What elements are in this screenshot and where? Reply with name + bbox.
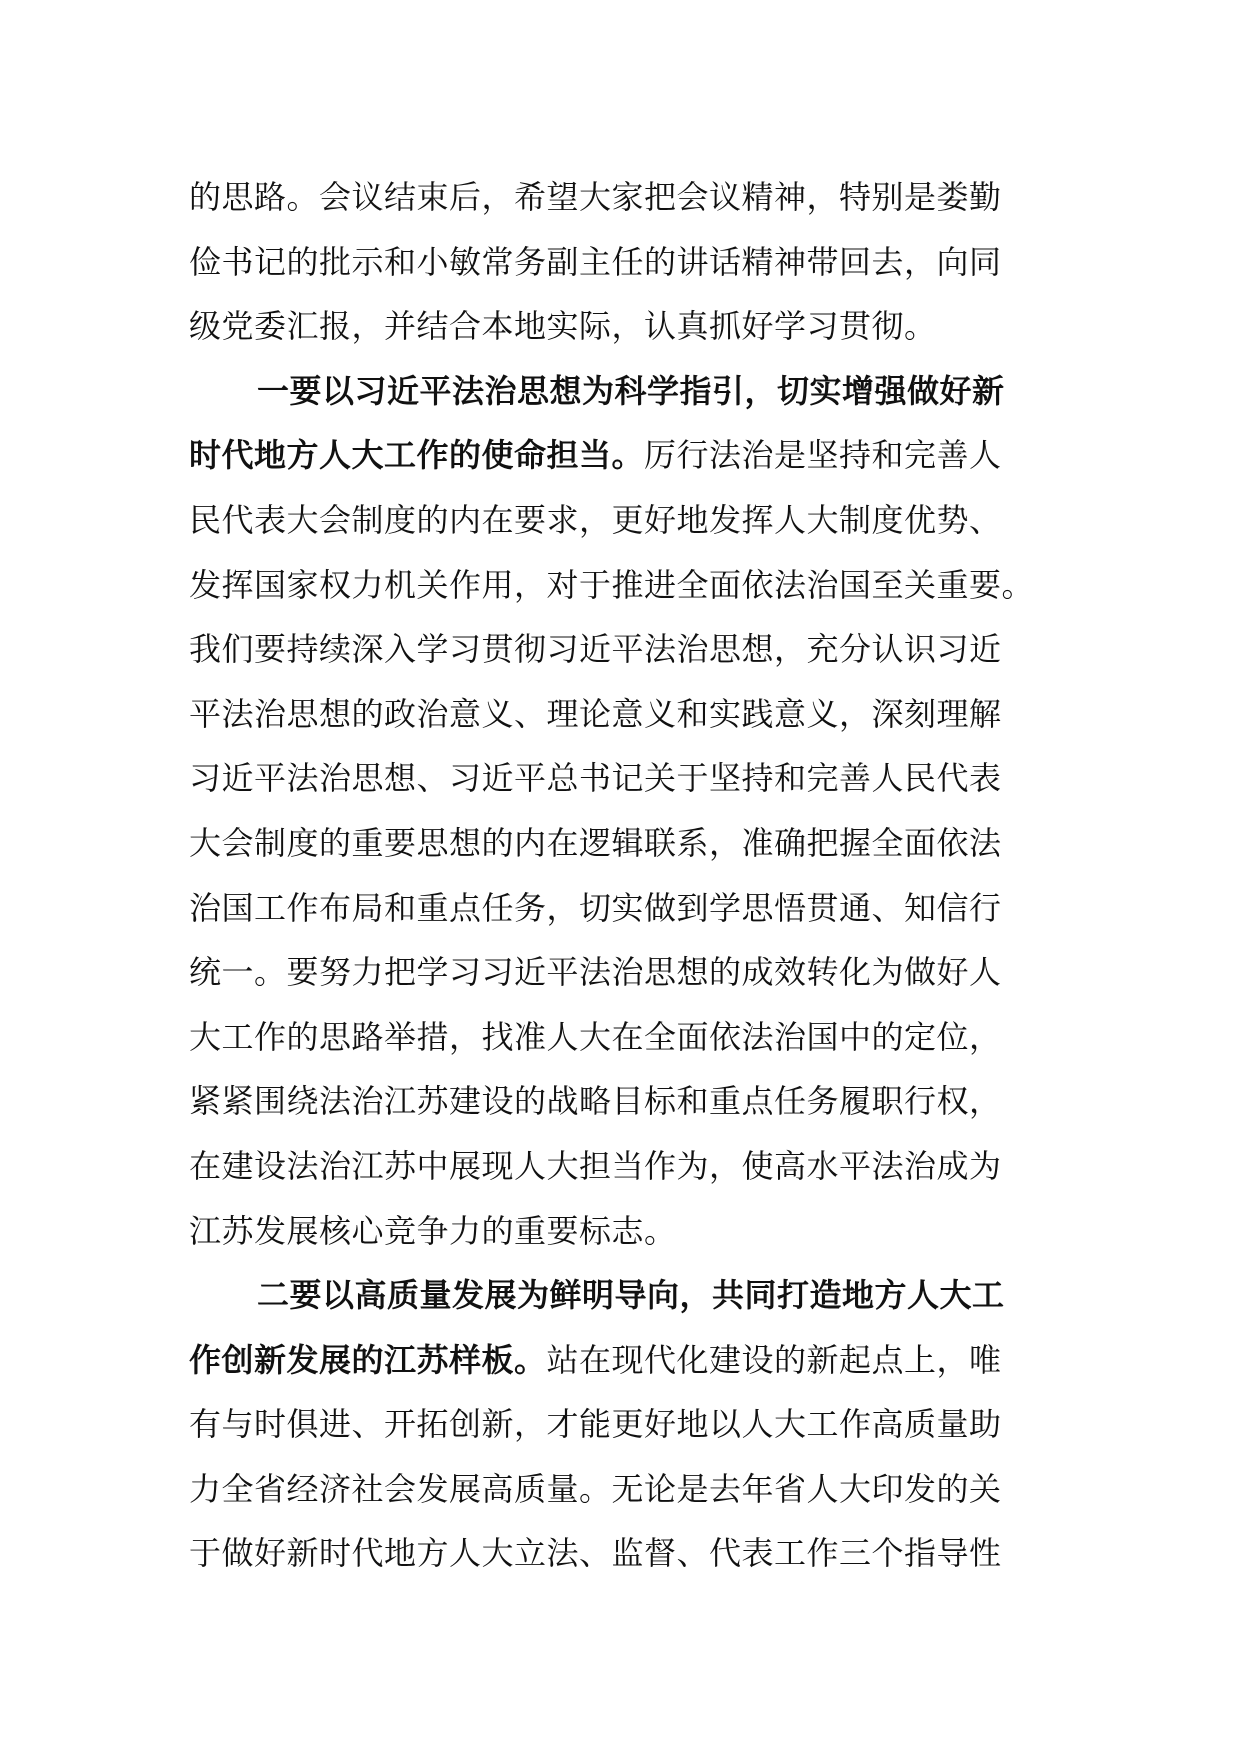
text-line — [189, 230, 1029, 295]
text-line — [189, 1392, 1029, 1457]
text-line — [189, 746, 1029, 811]
text-run: 的思路。会议结束后，希望大家把会议精神，特别是娄勤 — [189, 178, 1002, 216]
section-heading-line — [189, 1263, 1029, 1328]
bold-heading-run: 作创新发展的江苏样板。 — [189, 1340, 547, 1379]
text-run: 级党委汇报，并结合本地实际，认真抓好学习贯彻。 — [189, 307, 937, 346]
bold-heading-run: 二要以高质量发展为鲜明导向，共同打造地方人大工 — [257, 1276, 1005, 1315]
text-run: 俭书记的批示和小敏常务副主任的讲话精神带回去，向同 — [189, 242, 1002, 281]
text-run: 厉行法治是坚持和完善人 — [644, 436, 1002, 475]
text-run: 发挥国家权力机关作用，对于推进全面依法治国至关重要。 — [189, 565, 1035, 604]
text-run: 于做好新时代地方人大立法、监督、代表工作三个指导性 — [189, 1534, 1002, 1573]
text-line — [189, 1328, 1029, 1393]
text-line — [189, 1199, 1029, 1264]
text-run: 治国工作布局和重点任务，切实做到学思悟贯通、知信行 — [189, 888, 1002, 927]
text-run: 统一。要努力把学习习近平法治思想的成效转化为做好人 — [189, 953, 1002, 992]
text-run: 平法治思想的政治意义、理论意义和实践意义，深刻理解 — [189, 694, 1002, 733]
section-heading-line — [189, 359, 1029, 424]
text-line — [189, 294, 1029, 359]
text-run: 习近平法治思想、习近平总书记关于坚持和完善人民代表 — [189, 759, 1002, 798]
document-body — [189, 165, 1035, 1586]
text-line — [189, 1069, 1029, 1134]
text-line — [189, 617, 1029, 682]
text-line — [189, 553, 1035, 618]
text-line — [189, 811, 1029, 876]
text-line — [189, 1457, 1029, 1522]
text-line — [189, 1134, 1029, 1199]
text-run: 在建设法治江苏中展现人大担当作为，使高水平法治成为 — [189, 1146, 1002, 1185]
bold-heading-run: 一要以习近平法治思想为科学指引，切实增强做好新 — [257, 371, 1005, 410]
text-run: 有与时俱进、开拓创新，才能更好地以人大工作高质量助 — [189, 1405, 1002, 1444]
bold-heading-run: 时代地方人大工作的使命担当。 — [189, 436, 645, 475]
text-run: 大会制度的重要思想的内在逻辑联系，准确把握全面依法 — [189, 823, 1002, 862]
text-run: 紧紧围绕法治江苏建设的战略目标和重点任务履职行权， — [189, 1082, 1002, 1121]
text-run: 站在现代化建设的新起点上，唯 — [546, 1340, 1002, 1379]
text-line — [189, 423, 1029, 488]
text-line — [189, 876, 1029, 941]
text-run: 民代表大会制度的内在要求，更好地发挥人大制度优势、 — [189, 500, 1002, 539]
text-run: 江苏发展核心竞争力的重要标志。 — [189, 1211, 677, 1250]
text-run: 大工作的思路举措，找准人大在全面依法治国中的定位， — [189, 1017, 1002, 1056]
text-line — [189, 488, 1029, 553]
text-run: 力全省经济社会发展高质量。无论是去年省人大印发的关 — [189, 1469, 1002, 1508]
text-run: 我们要持续深入学习贯彻习近平法治思想，充分认识习近 — [189, 630, 1002, 669]
text-line — [189, 682, 1029, 747]
text-line — [189, 1005, 1029, 1070]
text-line — [189, 940, 1029, 1005]
text-line — [189, 165, 1029, 230]
text-line — [189, 1521, 1029, 1586]
